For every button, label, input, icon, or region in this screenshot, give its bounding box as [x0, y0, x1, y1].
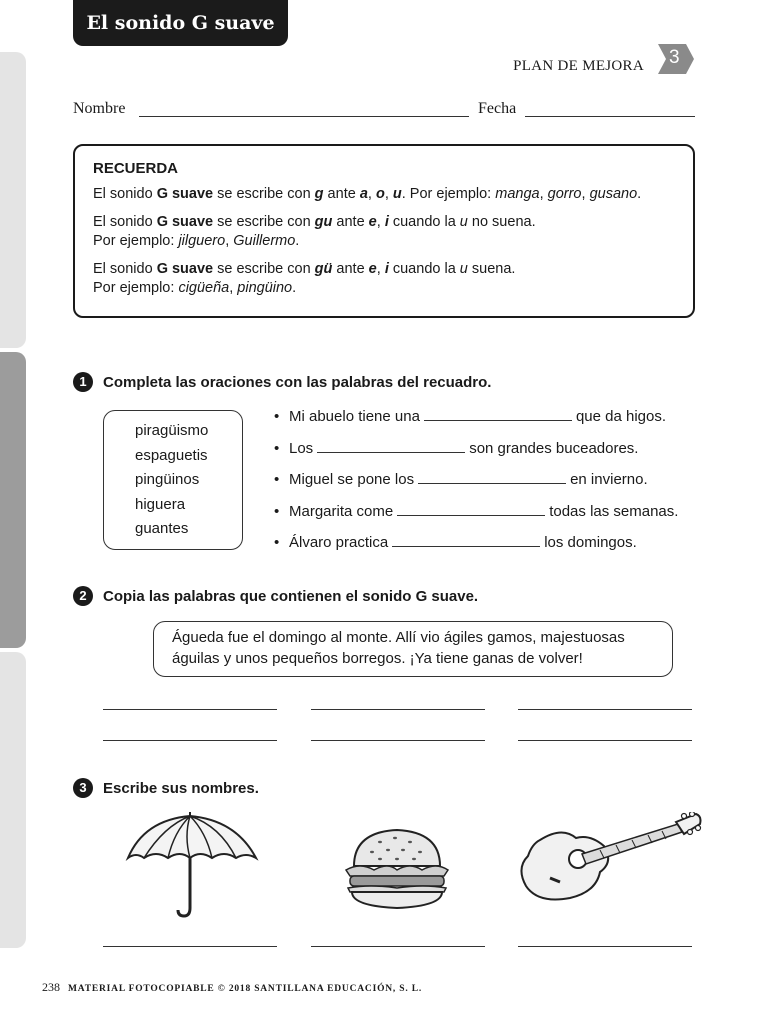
plan-number-badge	[656, 44, 696, 74]
page-number: 238	[42, 980, 60, 994]
word-item: higuera	[135, 495, 186, 513]
exercise-3-instruction: Escribe sus nombres.	[103, 780, 259, 797]
side-tab-bottom	[0, 652, 26, 948]
exercise-3-number: 3	[73, 778, 93, 798]
rule-2: El sonido G suave se escribe con gu ante e, i cuando la u no suena. Por ejemplo: jilguero, Guillermo.	[93, 214, 536, 249]
exercise-1-number: 1	[73, 372, 93, 392]
sentence: • Miguel se pone los en invierno.	[274, 471, 648, 488]
side-tab-top	[0, 52, 26, 348]
sentence: • Álvaro practica los domingos.	[274, 534, 637, 551]
name-date-row	[73, 100, 695, 120]
word-item: espaguetis	[135, 446, 208, 464]
answer-line[interactable]	[311, 740, 485, 741]
word-box	[103, 410, 243, 550]
plan-label: PLAN DE MEJORA	[513, 58, 644, 74]
exercise-1-instruction: Completa las oraciones con las palabras del recuadro.	[103, 374, 492, 391]
answer-line[interactable]	[103, 709, 277, 710]
answer-blank[interactable]	[397, 504, 545, 516]
date-field[interactable]	[525, 116, 695, 117]
reading-text-box: Águeda fue el domingo al monte. Allí vio ágiles gamos, majestuosas águilas y unos pequeños borregos. ¡Ya tiene ganas de volver!	[153, 621, 673, 677]
hamburger-icon	[340, 826, 454, 912]
exercise-1-title	[73, 372, 491, 392]
sentence-list	[274, 406, 714, 564]
rule-1: El sonido G suave se escribe con g ante a, o, u. Por ejemplo: manga, gorro, gusano.	[93, 186, 642, 202]
guitar-icon	[518, 812, 702, 908]
answer-blank[interactable]	[424, 409, 572, 421]
sentence: • Los son grandes buceadores.	[274, 439, 639, 457]
plan-number: 3	[669, 47, 680, 68]
copyright: MATERIAL FOTOCOPIABLE © 2018 SANTILLANA EDUCACIÓN, S. L.	[68, 984, 423, 994]
recuerda-heading: RECUERDA	[93, 160, 179, 177]
recuerda-box	[73, 144, 695, 318]
name-label: Nombre	[73, 100, 126, 117]
name-field[interactable]	[139, 116, 469, 117]
side-tab-middle	[0, 352, 26, 648]
rule-3: El sonido G suave se escribe con gü ante e, i cuando la u suena. Por ejemplo: cigüeña, pingüino.	[93, 261, 516, 296]
answer-line[interactable]	[518, 740, 692, 741]
answer-blank[interactable]	[317, 441, 465, 453]
date-label: Fecha	[478, 100, 517, 117]
footer	[42, 980, 422, 995]
answer-line[interactable]	[518, 946, 692, 947]
sentence: • Margarita come todas las semanas.	[274, 502, 679, 520]
word-item: piragüismo	[135, 422, 209, 439]
answer-line[interactable]	[311, 946, 485, 947]
answer-line[interactable]	[103, 740, 277, 741]
answer-line[interactable]	[518, 709, 692, 710]
answer-line[interactable]	[311, 709, 485, 710]
exercise-2-number: 2	[73, 586, 93, 606]
word-item: pingüinos	[135, 471, 200, 489]
answer-blank[interactable]	[392, 535, 540, 547]
answer-line[interactable]	[103, 946, 277, 947]
umbrella-icon	[124, 812, 260, 920]
page-title: El sonido G suave	[73, 0, 288, 46]
exercise-2-instruction: Copia las palabras que contienen el sonido G suave.	[103, 588, 479, 605]
word-item: guantes	[135, 520, 189, 538]
exercise-2-title	[73, 586, 478, 606]
exercise-3-title	[73, 778, 259, 798]
sentence: • Mi abuelo tiene una que da higos.	[274, 408, 667, 425]
answer-blank[interactable]	[418, 472, 566, 484]
